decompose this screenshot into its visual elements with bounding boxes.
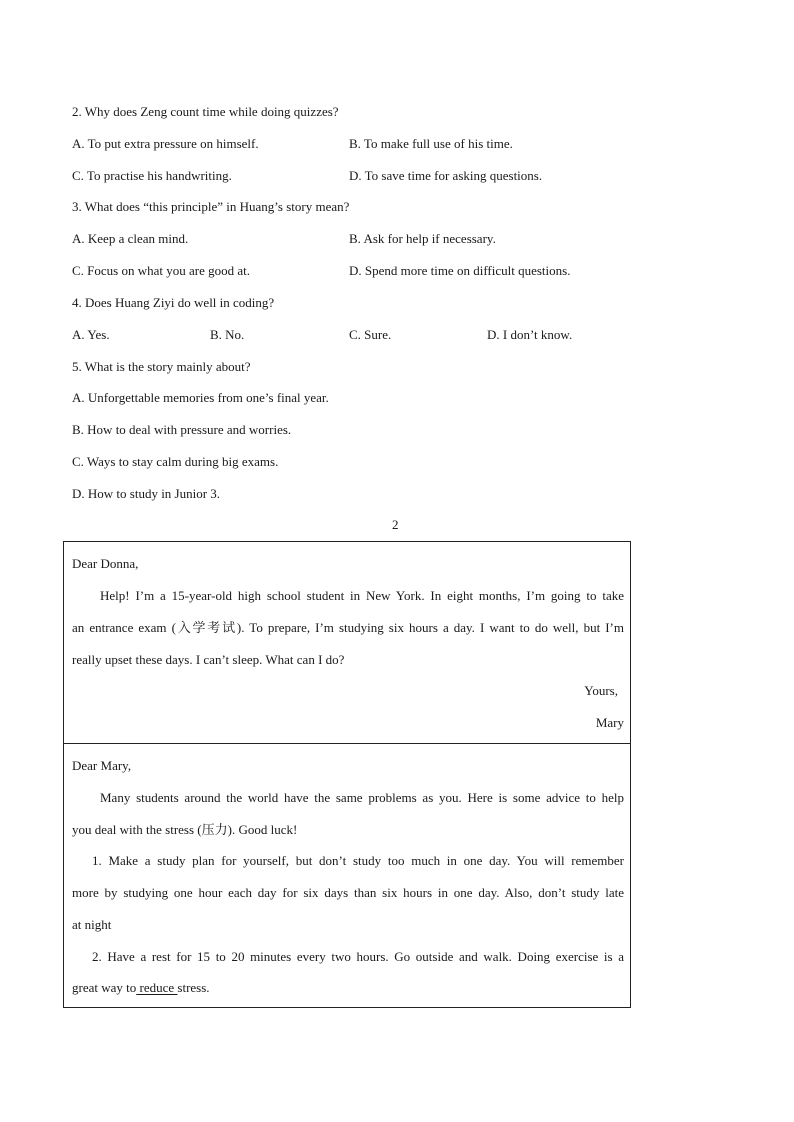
question-2-option-d: D. To save time for asking questions. xyxy=(349,168,543,183)
question-5-stem: 5. What is the story mainly about? xyxy=(72,359,251,374)
underlined-word-reduce: reduce xyxy=(136,980,178,995)
question-5-option-d: D. How to study in Junior 3. xyxy=(72,486,221,501)
question-3-option-a: A. Keep a clean mind. xyxy=(72,231,189,246)
letter1-line-3: really upset these days. I can’t sleep. What can I do? xyxy=(72,652,345,667)
question-3-option-b: B. Ask for help if necessary. xyxy=(349,231,496,246)
question-2-option-b: B. To make full use of his time. xyxy=(349,136,513,151)
advice-2-line-2 xyxy=(72,980,210,996)
question-4-option-d: D. I don’t know. xyxy=(487,327,573,342)
section-number: 2 xyxy=(392,517,399,532)
question-4-option-a: A. Yes. xyxy=(72,327,110,342)
advice-2-line-1: 2. Have a rest for 15 to 20 minutes every two hours. Go outside and walk. Doing exercise is a xyxy=(92,949,624,964)
question-4-option-b: B. No. xyxy=(210,327,245,342)
question-3-option-c: C. Focus on what you are good at. xyxy=(72,263,251,278)
advice-2-after: stress. xyxy=(177,980,210,995)
question-2-option-a: A. To put extra pressure on himself. xyxy=(72,136,259,151)
letter1-closing: Yours, xyxy=(584,683,618,698)
question-5-option-b: B. How to deal with pressure and worries. xyxy=(72,422,292,437)
advice-1-line-2: more by studying one hour each day for six days than six hours in one day. Also, don’t study late xyxy=(72,885,624,900)
letter1-signature: Mary xyxy=(595,715,624,730)
advice-1-line-3: at night xyxy=(72,917,112,932)
question-3-stem: 3. What does “this principle” in Huang’s story mean? xyxy=(72,199,350,214)
question-2-option-c: C. To practise his handwriting. xyxy=(72,168,232,183)
letter2-intro-line-1: Many students around the world have the same problems as you. Here is some advice to help xyxy=(100,790,624,805)
letter1-line-1: Help! I’m a 15-year-old high school student in New York. In eight months, I’m going to take xyxy=(100,588,624,603)
letter2-intro-line-2: you deal with the stress (压力). Good luck! xyxy=(72,822,298,837)
letter2-salutation: Dear Mary, xyxy=(72,758,132,773)
question-4-option-c: C. Sure. xyxy=(349,327,392,342)
letter-from-mary xyxy=(63,541,631,744)
advice-1-line-1: 1. Make a study plan for yourself, but don’t study too much in one day. You will remember xyxy=(92,853,624,868)
question-4-stem: 4. Does Huang Ziyi do well in coding? xyxy=(72,295,275,310)
question-5-option-c: C. Ways to stay calm during big exams. xyxy=(72,454,279,469)
advice-2-before: great way to xyxy=(72,980,137,995)
question-2-stem: 2. Why does Zeng count time while doing quizzes? xyxy=(72,104,339,119)
question-5-option-a: A. Unforgettable memories from one’s final year. xyxy=(72,390,329,405)
letter1-salutation: Dear Donna, xyxy=(72,556,139,571)
question-3-option-d: D. Spend more time on difficult questions. xyxy=(349,263,571,278)
letter1-line-2: an entrance exam (入学考试). To prepare, I’m studying six hours a day. I want to do well, but I’m xyxy=(72,620,624,635)
letter-from-donna xyxy=(63,743,631,1008)
